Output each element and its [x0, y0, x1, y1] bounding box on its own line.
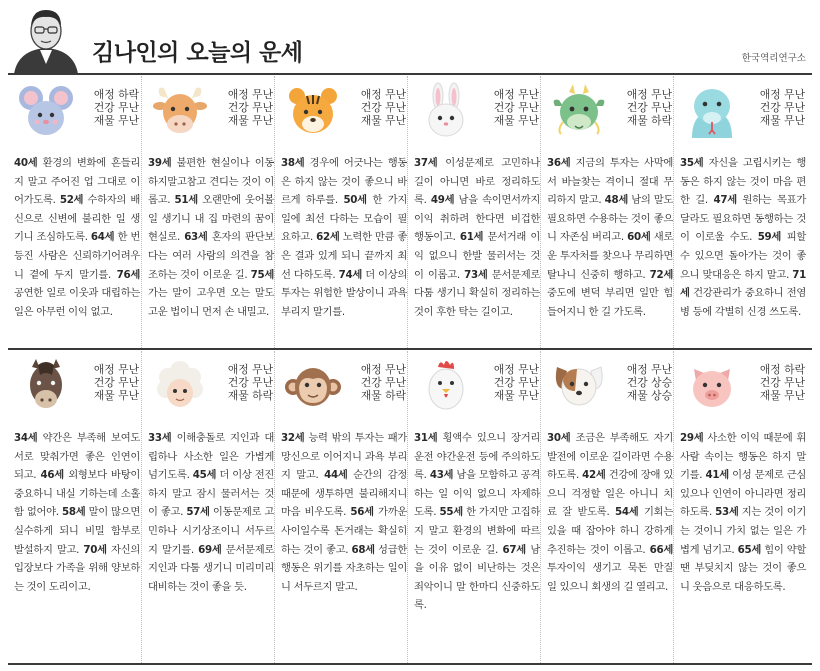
- fortune-line: 투자이익 생기고 묵돈 만질 일 있으니 회생의 길 열리고.: [547, 562, 673, 593]
- fortune-text: [14, 154, 140, 321]
- luck-wealth: 재물 하락: [360, 389, 406, 403]
- luck-summary: [340, 363, 406, 403]
- luck-wealth: 재물 무난: [93, 389, 139, 403]
- fortune-line: 중도에 변덕 부리면 일만 힘들어지니 한 길 가도록.: [547, 287, 673, 318]
- age-label: 39세: [148, 157, 172, 169]
- fortune-text: [414, 429, 540, 615]
- age-label: 67세: [502, 543, 526, 556]
- age-label: 74세: [338, 268, 362, 281]
- age-label: 41세: [705, 469, 729, 482]
- luck-love: 애정 무난: [360, 363, 406, 376]
- fortune-line: 이해충돌로 지인과 대립하나 사소한 일은 가볍게 넘기도록.: [148, 432, 274, 482]
- luck-love: 애정 무난: [360, 88, 406, 101]
- fortune-line: 문서문제로 다툼 생기니 확실히 정리하는 것이 후한 탁는 길이고.: [414, 268, 540, 318]
- fortune-line: 한 번 등진 사람은 신뢰하기어려우니 곁에 두지 말기를.: [14, 231, 140, 281]
- luck-love: 애정 무난: [493, 88, 539, 101]
- luck-health: 건강 무난: [93, 376, 139, 390]
- rabbit-icon: [416, 82, 476, 140]
- zodiac-rat: [8, 76, 141, 348]
- age-label: 72세: [649, 268, 673, 281]
- fortune-line: 힘이 약할 땐 부딪치지 않는 것이 좋으니 웃음으로 대응하도록.: [680, 543, 806, 593]
- fortune-line: 기회는 있을 때 잡아야 하니 강하게 추진하는 것이 이롭고.: [547, 506, 673, 556]
- age-label: 75세: [250, 268, 274, 281]
- age-label: 64세: [90, 231, 115, 244]
- fortune-line: 오랜만에 웃어볼 일 생기니 내 집 마련의 꿈이 현실로.: [148, 194, 274, 244]
- fortune-text: [547, 429, 673, 596]
- monkey-icon: [283, 357, 343, 415]
- age-label: 61세: [459, 231, 484, 244]
- age-label: 49세: [430, 194, 455, 207]
- fortune-line: 한 가지만 고집하지 말고 환경의 변화에 따르는 것이 이로운 길.: [414, 506, 540, 556]
- horse-icon: [16, 357, 76, 415]
- luck-health: 건강 무난: [493, 376, 539, 390]
- age-label: 65세: [737, 543, 761, 556]
- fortune-text: [281, 429, 407, 596]
- fortune-line: 이성문제로 고민하나 길이 아니면 바로 정리하도록.: [414, 157, 540, 207]
- zodiac-snake: [673, 76, 807, 348]
- dog-icon: [549, 357, 609, 415]
- luck-love: 애정 무난: [626, 363, 672, 376]
- age-label: 48세: [604, 194, 628, 207]
- luck-health: 건강 무난: [759, 376, 805, 390]
- luck-summary: [207, 363, 273, 403]
- author-portrait: [10, 4, 82, 74]
- luck-wealth: 재물 무난: [93, 114, 139, 128]
- fortune-line: 피할 수 있으면 돌아가는 것이 좋으니 맞대응은 하지 말고.: [680, 231, 806, 281]
- rat-icon: [16, 82, 76, 140]
- fortune-line: 횡액수 있으니 장거리운전 야간운전 등에 주의하도록.: [414, 432, 540, 482]
- age-label: 53세: [715, 506, 739, 519]
- fortune-line: 성급한 행동은 위기를 자초하는 일이니 서두르지 말고.: [281, 543, 407, 593]
- age-label: 31세: [414, 432, 438, 444]
- bottom-divider: [8, 663, 812, 665]
- luck-wealth: 재물 상승: [626, 389, 672, 403]
- fortune-line: 노력한 만큼 좋은 결과 있게 되니 끝까지 최선 다하도록.: [281, 231, 407, 281]
- age-label: 35세: [680, 157, 704, 169]
- header-divider: [8, 73, 812, 75]
- luck-summary: [340, 88, 406, 128]
- luck-health: 건강 무난: [227, 101, 273, 115]
- fortune-line: 남의 말도 필요하면 수용하는 것이 좋으니 자존심 버리고.: [547, 194, 673, 244]
- fortune-line: 남을 속이면서까지 이익 취하려 한다면 비겁한 행동이고.: [414, 194, 540, 244]
- age-label: 58세: [61, 506, 86, 519]
- luck-love: 애정 무난: [626, 88, 672, 101]
- zodiac-horse: [8, 351, 141, 663]
- zodiac-sheep: [141, 351, 275, 663]
- luck-health: 건강 무난: [759, 101, 805, 115]
- age-label: 43세: [429, 469, 454, 482]
- age-label: 38세: [281, 157, 305, 169]
- zodiac-rooster: [407, 351, 541, 663]
- rooster-icon: [416, 357, 476, 415]
- age-label: 66세: [649, 543, 673, 556]
- age-label: 34세: [14, 432, 38, 444]
- luck-health: 건강 무난: [93, 101, 139, 115]
- fortune-line: 혼자의 판단보다는 여러 사람의 의견을 참조하는 것이 이로운 길.: [148, 231, 274, 281]
- luck-summary: [73, 88, 139, 128]
- fortune-line: 말이 많으면 실수하게 되니 비밀 함부로 발설하지 말고.: [14, 506, 140, 556]
- fortune-line: 공연한 일로 이웃과 대립하는 일은 아무런 이익 없고.: [14, 287, 140, 318]
- zodiac-tiger: [274, 76, 408, 348]
- luck-health: 건강 무난: [360, 376, 406, 390]
- age-label: 36세: [547, 157, 571, 169]
- age-label: 44세: [324, 469, 348, 482]
- age-label: 68세: [351, 543, 375, 556]
- fortune-line: 자신의 입장보다 가족을 위해 양보하는 것이 도리이고.: [14, 543, 140, 593]
- age-label: 73세: [464, 268, 488, 281]
- luck-summary: [739, 363, 805, 403]
- fortune-line: 가까운 사이일수록 돈거래는 확실히 하는 것이 좋고.: [281, 506, 407, 556]
- luck-wealth: 재물 무난: [759, 114, 805, 128]
- age-label: 30세: [547, 432, 571, 444]
- header: [0, 0, 820, 75]
- age-label: 55세: [439, 506, 463, 519]
- fortune-text: [281, 154, 407, 321]
- luck-summary: [739, 88, 805, 128]
- fortune-line: 조금은 부족해도 자기발전에 이로운 길이라면 수용하도록.: [547, 432, 673, 482]
- luck-summary: [606, 88, 672, 128]
- age-label: 51세: [174, 194, 198, 207]
- luck-love: 애정 무난: [493, 363, 539, 376]
- age-label: 50세: [343, 194, 367, 207]
- age-label: 42세: [582, 469, 606, 482]
- age-label: 54세: [615, 506, 639, 519]
- fortune-text: [14, 429, 140, 596]
- zodiac-monkey: [274, 351, 408, 663]
- ox-icon: [150, 82, 210, 140]
- luck-health: 건강 무난: [227, 376, 273, 390]
- luck-wealth: 재물 무난: [493, 389, 539, 403]
- age-label: 63세: [184, 231, 208, 244]
- fortune-line: 이성 문제로 근심 있으나 인연이 아니라면 정리하도록.: [680, 469, 806, 519]
- fortune-line: 이동문제로 고민하나 시기상조이니 서두르지 말기를.: [148, 506, 274, 556]
- luck-summary: [473, 363, 539, 403]
- fortune-line: 지금의 투자는 사막에서 바늘찾는 격이니 절대 무리하지 말고.: [547, 157, 673, 207]
- fortune-line: 자신을 고립시키는 행동은 하지 않는 것이 마음 편한 길.: [680, 157, 806, 207]
- age-label: 70세: [83, 543, 107, 556]
- age-label: 47세: [713, 194, 737, 207]
- age-label: 32세: [281, 432, 305, 444]
- dragon-icon: [549, 82, 609, 140]
- zodiac-pig: [673, 351, 807, 663]
- zodiac-dragon: [540, 76, 674, 348]
- fortune-line: 경우에 어긋나는 행동은 하지 않는 것이 좋으니 바르게 하루를.: [281, 157, 407, 207]
- zodiac-dog: [540, 351, 674, 663]
- age-label: 40세: [14, 157, 38, 169]
- luck-wealth: 재물 무난: [360, 114, 406, 128]
- zodiac-rabbit: [407, 76, 541, 348]
- luck-wealth: 재물 무난: [493, 114, 539, 128]
- fortune-line: 원하는 목표가 달라도 필요하면 동행하는 것이 이로울 수도.: [680, 194, 806, 244]
- luck-summary: [606, 363, 672, 403]
- age-label: 62세: [316, 231, 340, 244]
- age-label: 60세: [627, 231, 651, 244]
- fortune-text: [148, 429, 274, 596]
- row-divider: [8, 348, 812, 350]
- age-label: 56세: [350, 506, 374, 519]
- luck-wealth: 재물 하락: [227, 389, 273, 403]
- fortune-line: 순간의 감정 때문에 생투하면 불리해지니 마음 비우도록.: [281, 469, 407, 519]
- age-label: 52세: [59, 194, 84, 207]
- luck-love: 애정 무난: [759, 88, 805, 101]
- fortune-line: 건강에 장애 있으니 걱정할 일은 아니니 치료 잘 받도록.: [547, 469, 673, 519]
- fortune-line: 남을 이유 없이 비난하는 것은 죄악이니 말 한마디 신중하도록.: [414, 543, 541, 612]
- fortune-text: [680, 429, 806, 596]
- organization-name: 한국역리연구소: [741, 53, 806, 64]
- luck-summary: [473, 88, 539, 128]
- fortune-line: 문서거래 이익 없으니 한발 물러서는 것이 이롭고.: [414, 231, 540, 281]
- age-label: 29세: [680, 432, 704, 444]
- luck-health: 건강 상승: [626, 376, 672, 390]
- page-title: 김나인의 오늘의 운세: [92, 40, 303, 66]
- age-label: 69세: [198, 543, 222, 556]
- fortune-line: 지는 것이 이기는 것이니 가치 없는 일은 가볍게 넘기고.: [680, 506, 806, 556]
- fortune-text: [414, 154, 540, 321]
- fortune-line: 수하자의 배신으로 신변에 불리한 일 생기니 조심하도록.: [14, 194, 140, 244]
- fortune-line: 남을 모함하고 공격하는 일 이익 없으니 자제하도록.: [414, 469, 540, 519]
- fortune-line: 환경의 변화에 흔들리지 말고 주어진 업 그대로 이어가도록.: [14, 157, 140, 207]
- fortune-line: 능력 밖의 투자는 패가망신으로 이어지니 과욕 부리지 말고.: [281, 432, 407, 482]
- luck-love: 애정 무난: [93, 363, 139, 376]
- fortune-line: 불편한 현실이나 이동하지말고참고 견디는 것이 이롭고.: [148, 157, 274, 207]
- fortune-line: 한 가지 일에 최선 다하는 모습이 필요하고.: [281, 194, 407, 244]
- snake-icon: [682, 82, 742, 140]
- age-label: 45세: [192, 469, 217, 482]
- fortune-line: 더 이상 전진하지 말고 잠시 물러서는 것이 좋고.: [148, 469, 274, 519]
- luck-wealth: 재물 무난: [759, 389, 805, 403]
- age-label: 37세: [414, 157, 438, 169]
- fortune-line: 가는 말이 고우면 오는 말도 고운 법이니 먼저 손 내밀고.: [148, 287, 274, 318]
- fortune-text: [547, 154, 673, 321]
- age-label: 33세: [148, 432, 172, 444]
- fortune-line: 외형보다 바탕이 중요하니 내실 기하는데 소홀함 없어야.: [14, 469, 140, 519]
- luck-health: 건강 무난: [493, 101, 539, 115]
- luck-summary: [73, 363, 139, 403]
- fortune-line: 문서문제로 지인과 다툼 생기니 미리미리 대비하는 것이 좋을 듯.: [148, 543, 274, 593]
- luck-summary: [207, 88, 273, 128]
- fortune-line: 사소한 이익 때문에 휘사람 속이는 행동은 하지 말기를.: [680, 432, 806, 482]
- fortune-text: [148, 154, 274, 321]
- fortune-line: 약간은 부족해 보여도 서로 맞춰가면 좋은 인연이 되고.: [14, 432, 140, 482]
- tiger-icon: [283, 82, 343, 140]
- luck-health: 건강 무난: [360, 101, 406, 115]
- age-label: 71세: [680, 268, 806, 300]
- age-label: 46세: [40, 469, 64, 482]
- fortune-text: [680, 154, 806, 321]
- luck-wealth: 재물 하락: [626, 114, 672, 128]
- sheep-icon: [150, 357, 210, 415]
- luck-love: 애정 하락: [759, 363, 805, 376]
- fortune-line: 건강관리가 중요하니 전염병 등에 각별히 신경 쓰도록.: [680, 287, 806, 318]
- fortune-line: 새로운 투자처를 찾으나 무리하면탈나니 신중히 행하고.: [547, 231, 673, 281]
- luck-love: 애정 무난: [227, 363, 273, 376]
- age-label: 57세: [186, 506, 210, 519]
- fortune-line: 더 이상의 투자는 위험한 발상이니 과욕 부리지 말기를.: [281, 268, 407, 318]
- age-label: 76세: [116, 268, 140, 281]
- pig-icon: [682, 357, 742, 415]
- zodiac-ox: [141, 76, 275, 348]
- age-label: 59세: [757, 231, 782, 244]
- luck-health: 건강 무난: [626, 101, 672, 115]
- luck-love: 애정 무난: [227, 88, 273, 101]
- luck-wealth: 재물 무난: [227, 114, 273, 128]
- luck-love: 애정 하락: [93, 88, 139, 101]
